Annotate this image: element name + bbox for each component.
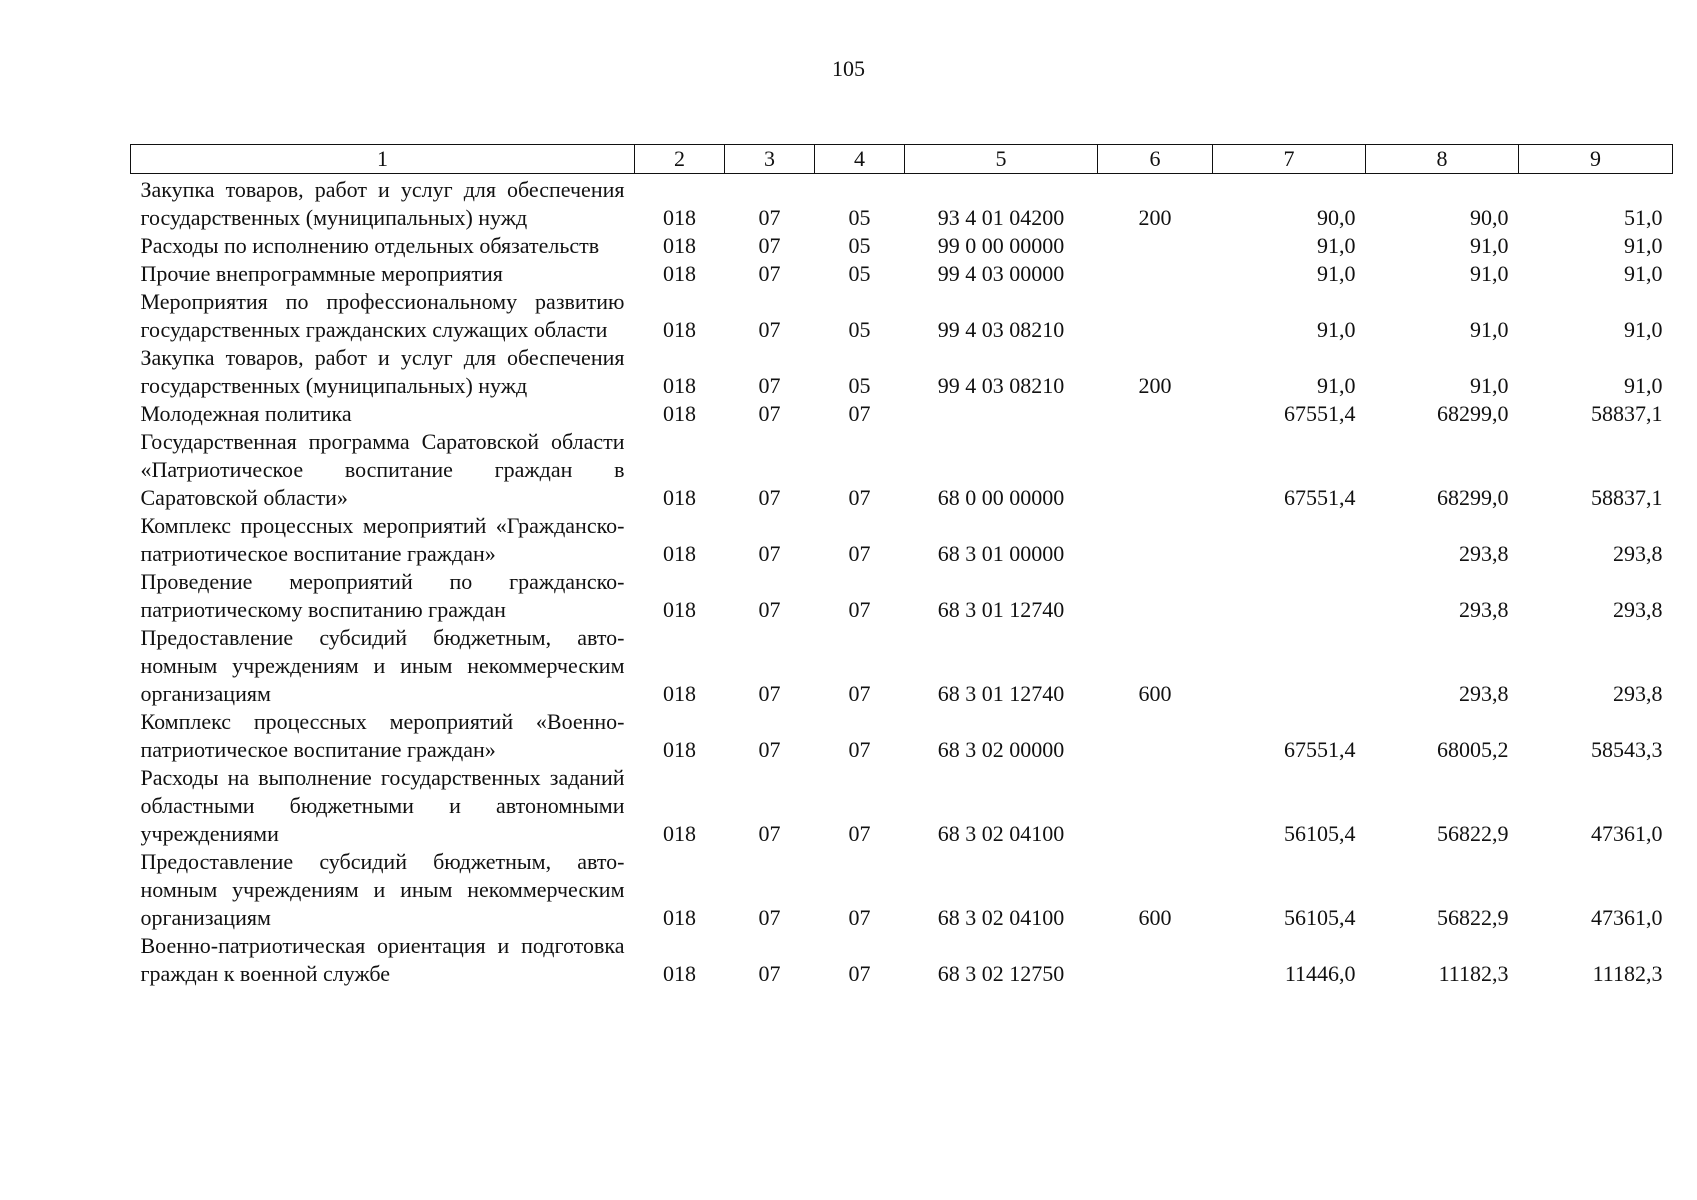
- row-name-cell: Военно-патриотическая ориентация и подготовка граждан к военной службе: [140, 933, 625, 986]
- cell-col-4: 07: [848, 961, 871, 986]
- cell-col-3: 07: [758, 401, 781, 426]
- cell-col-6: [1098, 428, 1213, 512]
- row-name-cell: Закупка товаров, работ и услуг для обеспечения государственных (муниципальных) нужд: [140, 345, 625, 398]
- cell-col-9: 91,0: [1624, 317, 1663, 342]
- table-row: [131, 568, 1673, 624]
- table-row: [131, 932, 1673, 988]
- cell-col-7: [1213, 624, 1366, 708]
- column-header-7: 7: [1213, 145, 1366, 174]
- column-header-9: 9: [1519, 145, 1673, 174]
- cell-col-3: 07: [758, 485, 781, 510]
- cell-col-9: 58837,1: [1591, 485, 1663, 510]
- cell-col-2: 018: [663, 205, 696, 230]
- cell-col-2: 018: [663, 737, 696, 762]
- cell-col-7: 91,0: [1317, 317, 1356, 342]
- cell-col-3: 07: [758, 317, 781, 342]
- cell-col-5: 68 3 02 04100: [937, 821, 1065, 846]
- column-header-5: 5: [905, 145, 1098, 174]
- cell-col-5: 68 3 02 04100: [937, 905, 1065, 930]
- cell-col-5: 99 4 03 00000: [937, 261, 1065, 286]
- cell-col-9: 293,8: [1613, 541, 1663, 566]
- cell-col-6: 600: [1138, 681, 1172, 706]
- cell-col-4: 07: [848, 681, 871, 706]
- cell-col-2: 018: [663, 233, 696, 258]
- row-name-cell: Комплекс процессных мероприятий «Военно-патриотическое воспитание граждан»: [140, 709, 625, 762]
- cell-col-9: 293,8: [1613, 597, 1663, 622]
- cell-col-9: 293,8: [1613, 681, 1663, 706]
- cell-col-2: 018: [663, 681, 696, 706]
- cell-col-5: 99 0 00 00000: [937, 233, 1065, 258]
- cell-col-7: 56105,4: [1284, 821, 1356, 846]
- cell-col-9: 91,0: [1624, 233, 1663, 258]
- cell-col-7: [1213, 568, 1366, 624]
- budget-table: [130, 144, 1673, 988]
- header-row: [131, 145, 1673, 174]
- cell-col-6: 200: [1138, 373, 1172, 398]
- cell-col-2: 018: [663, 905, 696, 930]
- cell-col-8: 90,0: [1470, 205, 1509, 230]
- cell-col-4: 05: [848, 233, 871, 258]
- cell-col-5: 68 3 01 12740: [937, 597, 1065, 622]
- cell-col-5: 99 4 03 08210: [937, 373, 1065, 398]
- column-header-1: 1: [131, 145, 635, 174]
- cell-col-2: 018: [663, 821, 696, 846]
- column-header-8: 8: [1366, 145, 1519, 174]
- column-header-3: 3: [725, 145, 815, 174]
- table-header: [131, 145, 1673, 174]
- cell-col-8: 11182,3: [1438, 961, 1509, 986]
- table-row: [131, 848, 1673, 932]
- cell-col-8: 91,0: [1470, 233, 1509, 258]
- row-name-cell: Расходы по исполнению отдельных обязательств: [140, 233, 600, 258]
- cell-col-5: 68 0 00 00000: [937, 485, 1065, 510]
- cell-col-8: 293,8: [1459, 681, 1509, 706]
- row-name-cell: Расходы на выполнение государственных заданий областными бюджетными и автономными учреждениями: [140, 765, 625, 846]
- table-row: [131, 428, 1673, 512]
- cell-col-4: 07: [848, 737, 871, 762]
- cell-col-5: 99 4 03 08210: [937, 317, 1065, 342]
- row-name-cell: Государственная программа Саратовской области «Патриотическое воспитание граждан в Саратовской области»: [140, 429, 625, 510]
- cell-col-2: 018: [663, 597, 696, 622]
- cell-col-8: 56822,9: [1437, 821, 1509, 846]
- cell-col-8: 91,0: [1470, 317, 1509, 342]
- cell-col-4: 05: [848, 261, 871, 286]
- table-row: [131, 232, 1673, 260]
- cell-col-2: 018: [663, 541, 696, 566]
- cell-col-3: 07: [758, 261, 781, 286]
- table-row: [131, 764, 1673, 848]
- cell-col-3: 07: [758, 681, 781, 706]
- cell-col-8: 293,8: [1459, 541, 1509, 566]
- column-header-2: 2: [635, 145, 725, 174]
- cell-col-6: [1098, 568, 1213, 624]
- cell-col-6: [1098, 260, 1213, 288]
- cell-col-8: 68005,2: [1437, 737, 1509, 762]
- row-name-cell: Предоставление субсидий бюджетным, автономным учреждениям и иным некоммерческим организациям: [140, 849, 625, 930]
- cell-col-7: 91,0: [1317, 233, 1356, 258]
- cell-col-9: 47361,0: [1591, 821, 1663, 846]
- cell-col-9: 47361,0: [1591, 905, 1663, 930]
- cell-col-6: 600: [1138, 905, 1172, 930]
- cell-col-9: 58837,1: [1591, 401, 1663, 426]
- page-number: 105: [832, 56, 865, 81]
- cell-col-8: 68299,0: [1437, 485, 1509, 510]
- table-row: [131, 260, 1673, 288]
- cell-col-3: 07: [758, 373, 781, 398]
- cell-col-7: 67551,4: [1284, 485, 1356, 510]
- cell-col-8: 56822,9: [1437, 905, 1509, 930]
- cell-col-8: 293,8: [1459, 597, 1509, 622]
- column-header-6: 6: [1098, 145, 1213, 174]
- cell-col-7: 67551,4: [1284, 401, 1356, 426]
- cell-col-3: 07: [758, 541, 781, 566]
- cell-col-6: [1098, 512, 1213, 568]
- cell-col-9: 51,0: [1624, 205, 1663, 230]
- cell-col-2: 018: [663, 373, 696, 398]
- cell-col-6: [1098, 288, 1213, 344]
- cell-col-7: 67551,4: [1284, 737, 1356, 762]
- cell-col-4: 07: [848, 541, 871, 566]
- cell-col-7: 91,0: [1317, 373, 1356, 398]
- table-row: [131, 624, 1673, 708]
- cell-col-4: 07: [848, 597, 871, 622]
- cell-col-4: 07: [848, 905, 871, 930]
- cell-col-5: 93 4 01 04200: [937, 205, 1065, 230]
- cell-col-6: [1098, 932, 1213, 988]
- cell-col-3: 07: [758, 737, 781, 762]
- cell-col-9: 91,0: [1624, 261, 1663, 286]
- table-row: [131, 288, 1673, 344]
- cell-col-8: 68299,0: [1437, 401, 1509, 426]
- cell-col-3: 07: [758, 205, 781, 230]
- cell-col-5: 68 3 02 12750: [937, 961, 1065, 986]
- cell-col-5: 68 3 01 12740: [937, 681, 1065, 706]
- table-body: [131, 174, 1673, 989]
- cell-col-9: 58543,3: [1591, 737, 1663, 762]
- cell-col-2: 018: [663, 485, 696, 510]
- cell-col-7: 56105,4: [1284, 905, 1356, 930]
- row-name-cell: Комплекс процессных мероприятий «Гражданско-патриотическое воспитание граждан»: [140, 513, 625, 566]
- row-name-cell: Проведение мероприятий по гражданско-патриотическому воспитанию граждан: [140, 569, 625, 622]
- cell-col-6: 200: [1138, 205, 1172, 230]
- table-row: [131, 512, 1673, 568]
- cell-col-6: [1098, 400, 1213, 428]
- cell-col-6: [1098, 232, 1213, 260]
- cell-col-5: 68 3 02 00000: [937, 737, 1065, 762]
- cell-col-7: 91,0: [1317, 261, 1356, 286]
- cell-col-4: 05: [848, 205, 871, 230]
- cell-col-9: 11182,3: [1592, 961, 1663, 986]
- row-name-cell: Закупка товаров, работ и услуг для обеспечения государственных (муниципальных) нужд: [140, 177, 625, 230]
- cell-col-6: [1098, 764, 1213, 848]
- cell-col-9: 91,0: [1624, 373, 1663, 398]
- cell-col-6: [1098, 708, 1213, 764]
- cell-col-8: 91,0: [1470, 373, 1509, 398]
- cell-col-4: 05: [848, 317, 871, 342]
- row-name-cell: Предоставление субсидий бюджетным, автономным учреждениям и иным некоммерческим организациям: [140, 625, 625, 706]
- cell-col-3: 07: [758, 961, 781, 986]
- cell-col-2: 018: [663, 261, 696, 286]
- row-name-cell: Прочие внепрограммные мероприятия: [140, 261, 503, 286]
- column-header-4: 4: [815, 145, 905, 174]
- row-name-cell: Мероприятия по профессиональному развитию государственных гражданских служащих области: [140, 289, 625, 342]
- cell-col-2: 018: [663, 401, 696, 426]
- row-name-cell: Молодежная политика: [140, 401, 352, 426]
- cell-col-4: 07: [848, 401, 871, 426]
- table-row: [131, 708, 1673, 764]
- cell-col-8: 91,0: [1470, 261, 1509, 286]
- cell-col-3: 07: [758, 905, 781, 930]
- cell-col-4: 05: [848, 373, 871, 398]
- cell-col-2: 018: [663, 961, 696, 986]
- cell-col-5: 68 3 01 00000: [937, 541, 1065, 566]
- cell-col-5: [905, 400, 1098, 428]
- cell-col-2: 018: [663, 317, 696, 342]
- table-row: [131, 344, 1673, 400]
- cell-col-7: [1213, 512, 1366, 568]
- cell-col-3: 07: [758, 821, 781, 846]
- cell-col-7: 90,0: [1317, 205, 1356, 230]
- table-row: [131, 400, 1673, 428]
- cell-col-4: 07: [848, 485, 871, 510]
- cell-col-3: 07: [758, 597, 781, 622]
- table-row: [131, 174, 1673, 233]
- cell-col-4: 07: [848, 821, 871, 846]
- cell-col-7: 11446,0: [1284, 961, 1356, 986]
- cell-col-3: 07: [758, 233, 781, 258]
